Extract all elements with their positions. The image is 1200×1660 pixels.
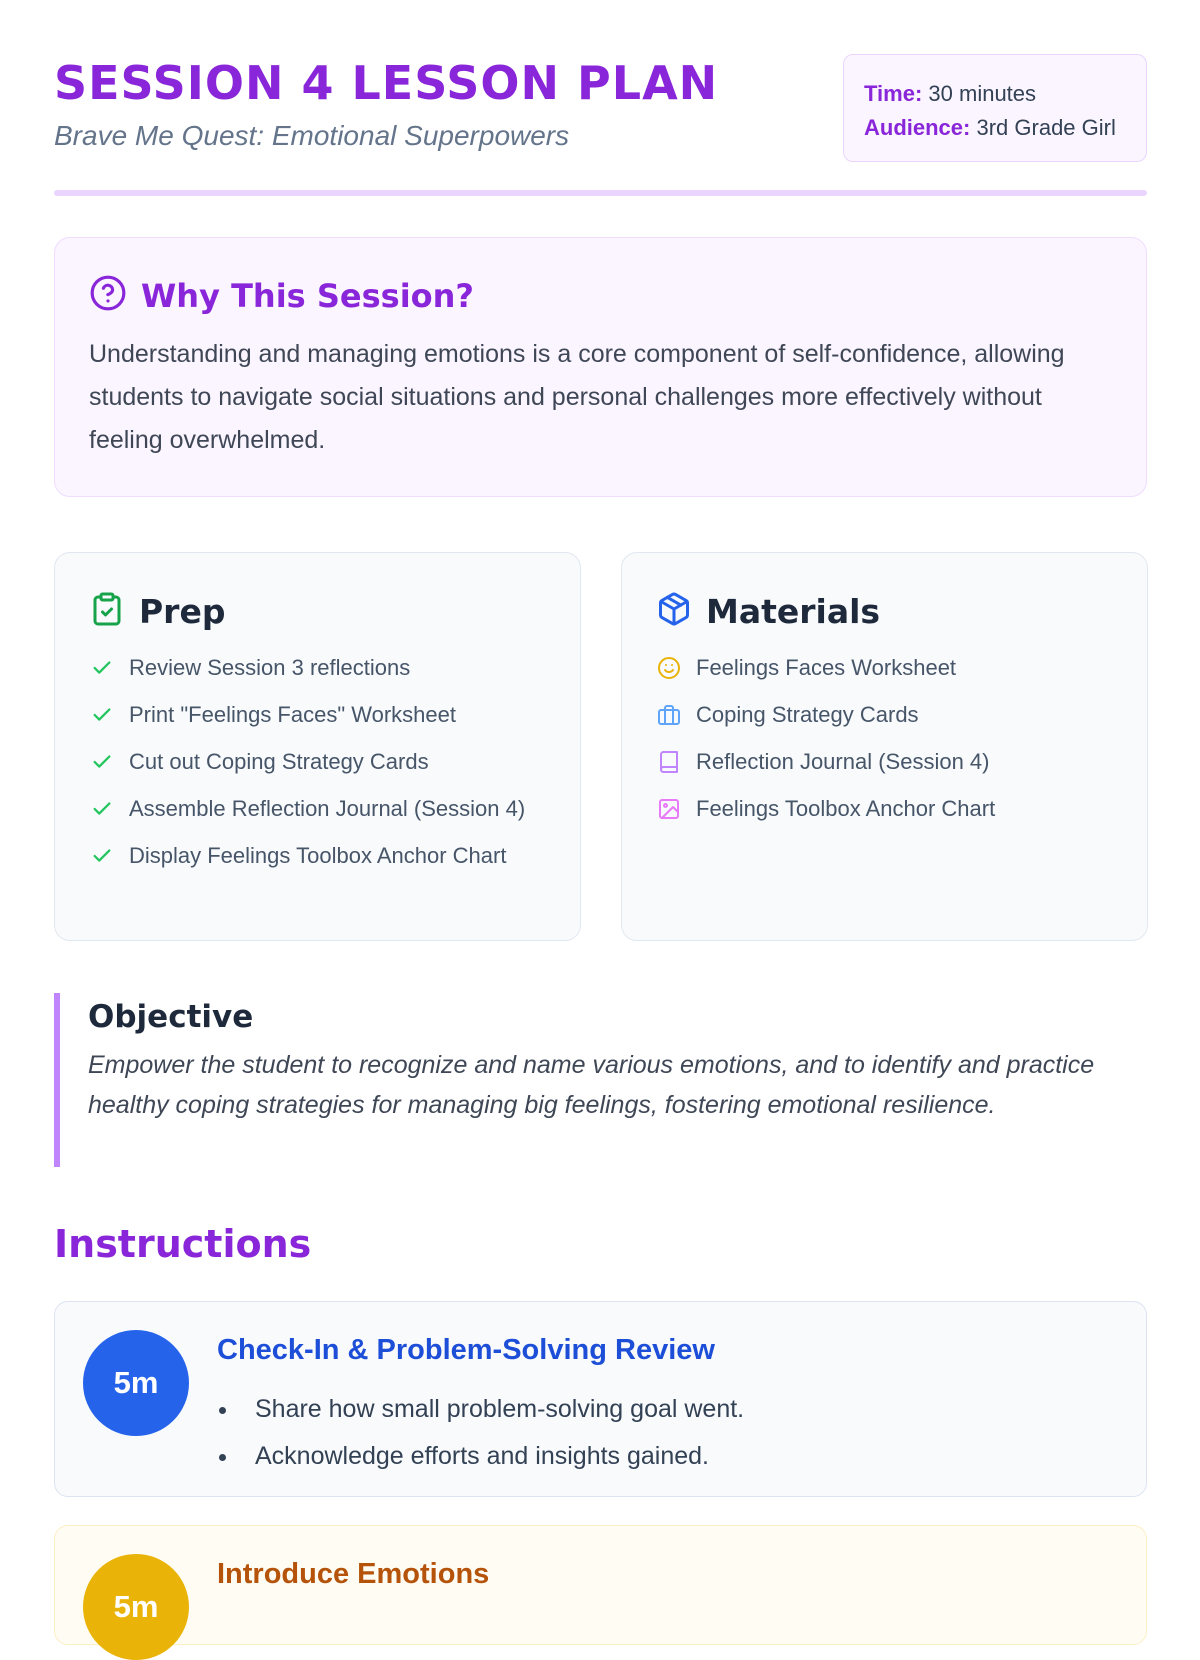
list-item bbox=[656, 698, 1113, 732]
why-body: Understanding and managing emotions is a core component of self-confidence, allowing students to navigate social situations and personal challenges more effectively without feeling overwhelmed. bbox=[89, 340, 1065, 454]
time-label: Time: bbox=[864, 81, 923, 106]
why-header bbox=[89, 274, 1112, 317]
audience-label: Audience: bbox=[864, 115, 971, 140]
prep-item-label: Print "Feelings Faces" Worksheet bbox=[129, 702, 457, 727]
check-icon bbox=[89, 745, 115, 779]
list-item bbox=[89, 792, 546, 826]
clipboard-check-icon bbox=[89, 591, 125, 632]
materials-item-label: Feelings Faces Worksheet bbox=[696, 655, 957, 680]
session-meta-box bbox=[843, 54, 1147, 162]
objective-body: Empower the student to recognize and name various emotions, and to identify and practice healthy coping strategies for managing big feelings, fostering emotional resilience. bbox=[88, 1051, 1095, 1119]
check-icon bbox=[89, 651, 115, 685]
list-item bbox=[656, 745, 1113, 779]
instruction-step bbox=[54, 1525, 1147, 1645]
cards-icon bbox=[656, 698, 682, 732]
book-icon bbox=[656, 745, 682, 779]
check-icon bbox=[89, 792, 115, 826]
list-item bbox=[656, 792, 1113, 826]
why-section bbox=[54, 237, 1147, 497]
step-title: Introduce Emotions bbox=[217, 1558, 490, 1590]
header bbox=[54, 52, 1147, 197]
prep-item-label: Cut out Coping Strategy Cards bbox=[129, 749, 429, 774]
objective-section bbox=[54, 993, 1147, 1167]
materials-item-label: Coping Strategy Cards bbox=[696, 702, 919, 727]
prep-item-label: Assemble Reflection Journal (Session 4) bbox=[129, 796, 526, 821]
materials-list bbox=[656, 651, 1113, 826]
duration-badge: 5m bbox=[83, 1330, 189, 1436]
duration-badge: 5m bbox=[83, 1554, 189, 1660]
list-item bbox=[656, 651, 1113, 685]
prep-item-label: Review Session 3 reflections bbox=[129, 655, 411, 680]
list-item bbox=[89, 698, 546, 732]
page-title: SESSION 4 LESSON PLAN bbox=[54, 56, 719, 110]
header-divider bbox=[54, 190, 1147, 196]
instructions-title: Instructions bbox=[54, 1222, 312, 1266]
prep-item-label: Display Feelings Toolbox Anchor Chart bbox=[129, 843, 507, 868]
prep-list bbox=[89, 651, 546, 873]
box-icon bbox=[656, 591, 692, 632]
materials-item-label: Reflection Journal (Session 4) bbox=[696, 749, 990, 774]
materials-title: Materials bbox=[706, 591, 881, 631]
audience-row bbox=[864, 111, 1126, 145]
question-circle-icon bbox=[89, 274, 127, 317]
time-row bbox=[864, 77, 1126, 111]
step-title: Check-In & Problem-Solving Review bbox=[217, 1334, 715, 1366]
list-item bbox=[89, 839, 546, 873]
list-item: Share how small problem-solving goal went. bbox=[217, 1386, 744, 1433]
image-icon bbox=[656, 792, 682, 826]
time-value: 30 minutes bbox=[928, 81, 1037, 106]
prep-header bbox=[89, 589, 546, 633]
instruction-step bbox=[54, 1301, 1147, 1497]
prep-title: Prep bbox=[139, 591, 226, 631]
why-title: Why This Session? bbox=[141, 276, 474, 315]
list-item bbox=[89, 745, 546, 779]
smile-icon bbox=[656, 651, 682, 685]
objective-title: Objective bbox=[88, 999, 254, 1035]
step-bullets bbox=[217, 1386, 744, 1480]
page-subtitle: Brave Me Quest: Emotional Superpowers bbox=[54, 120, 570, 151]
materials-item-label: Feelings Toolbox Anchor Chart bbox=[696, 796, 996, 821]
check-icon bbox=[89, 698, 115, 732]
list-item: Acknowledge efforts and insights gained. bbox=[217, 1433, 744, 1480]
check-icon bbox=[89, 839, 115, 873]
prep-card bbox=[54, 552, 581, 941]
list-item bbox=[89, 651, 546, 685]
materials-header bbox=[656, 589, 1113, 633]
materials-card bbox=[621, 552, 1148, 941]
audience-value: 3rd Grade Girl bbox=[976, 115, 1116, 140]
